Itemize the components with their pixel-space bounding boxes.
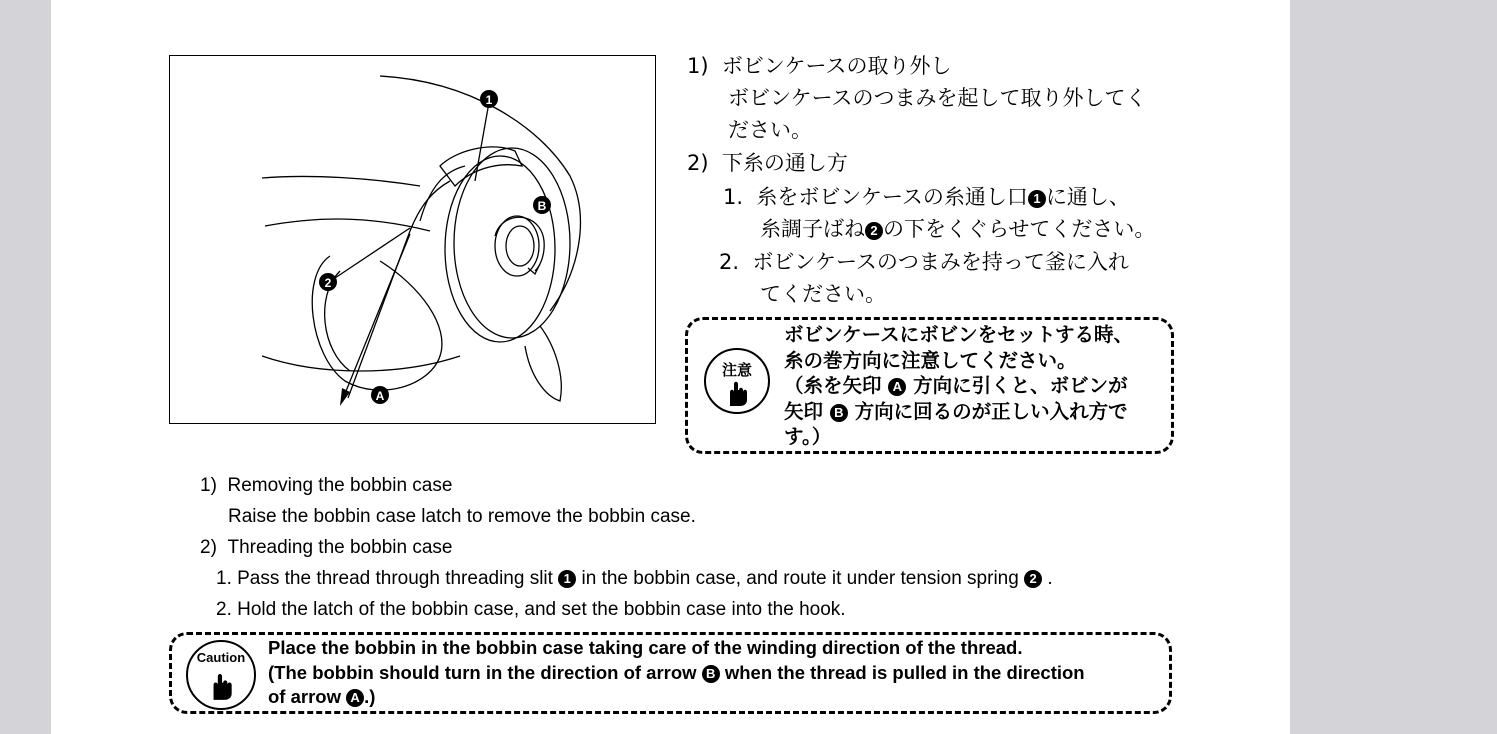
- caution-en-line-3-b: .): [364, 686, 376, 707]
- jp-s2-number: 2): [687, 151, 709, 175]
- caution-en-line-3-a: of arrow: [268, 686, 341, 707]
- caution-icon-label-jp: 注意: [721, 361, 752, 379]
- jp-section-1-body-2: ださい。: [728, 118, 812, 142]
- callout-a: [371, 386, 389, 404]
- jp-step1-text-a: 糸をボビンケースの糸通し口: [756, 185, 1028, 209]
- jp-s1-number: 1): [687, 54, 709, 78]
- caution-en-line-2-a: (The bobbin should turn in the direction of arrow: [268, 661, 697, 683]
- jp-s2-title-text: 下糸の通し方: [721, 151, 848, 175]
- svg-text:1: 1: [485, 93, 493, 107]
- caution-box-jp: [685, 317, 1174, 454]
- jp-step2-text-a: ボビンケースのつまみを持って釜に入れ: [752, 250, 1129, 274]
- marker-2-en: 2: [1024, 570, 1042, 588]
- en-step1-text-c: .: [1047, 568, 1053, 589]
- caution-text-en: [268, 636, 1085, 710]
- caution-en-line-3: [268, 685, 1085, 710]
- en-s2-number: 2): [200, 537, 217, 558]
- caution-box-en: [169, 632, 1172, 714]
- callout-b: [533, 196, 551, 214]
- caution-jp-line-3-a: （糸を矢印: [784, 374, 882, 397]
- en-section-1-body: Raise the bobbin case latch to remove the bobbin case.: [228, 506, 696, 527]
- caution-hand-icon-en: [186, 640, 256, 710]
- en-step1-text-b: in the bobbin case, and route it under tension spring: [581, 568, 1019, 589]
- marker-b: B: [830, 404, 848, 422]
- bobbin-case-figure: [169, 55, 656, 424]
- en-step1-text-a: 1. Pass the thread through threading slit: [216, 568, 553, 589]
- bobbin-case-illustration: [170, 56, 657, 425]
- jp-step1-number: 1.: [723, 185, 744, 209]
- caution-jp-line-2: 糸の巻方向に注意してください。: [784, 348, 1077, 372]
- caution-jp-line-3-b: 方向に引くと、ボビンが: [913, 374, 1128, 397]
- en-s1-number: 1): [200, 475, 217, 496]
- caution-text-jp: [784, 322, 1133, 450]
- svg-text:B: B: [537, 199, 547, 213]
- jp-step1-text-c: 糸調子ばね: [760, 217, 865, 241]
- caution-icon-label-en: Caution: [196, 650, 246, 665]
- en-step-2: 2. Hold the latch of the bobbin case, and set the bobbin case into the hook.: [216, 599, 846, 620]
- callout-2: [319, 273, 337, 291]
- jp-section-1-title: [687, 50, 951, 82]
- caution-hand-icon: [704, 348, 770, 414]
- en-section-1-title: [200, 474, 452, 498]
- jp-step-2-line-1: [719, 246, 1129, 278]
- jp-step2-number: 2.: [719, 250, 740, 274]
- caution-en-line-2-b: when the thread is pulled in the direction: [724, 661, 1085, 683]
- caution-jp-line-4-b: 方向に回るのが正しい入れ方で: [854, 399, 1128, 423]
- jp-step1-text-d: の下をくぐらせてください。: [883, 217, 1156, 241]
- hand-icon: [722, 378, 752, 408]
- svg-text:2: 2: [324, 276, 332, 290]
- marker-a: A: [888, 378, 906, 396]
- marker-1: 1: [1028, 190, 1046, 208]
- jp-step-2-line-2: てください。: [760, 282, 886, 306]
- callout-1: [480, 90, 498, 108]
- caution-jp-line-1: ボビンケースにボビンをセットする時、: [784, 323, 1134, 346]
- marker-a-en: A: [346, 689, 364, 707]
- jp-s1-title-text: ボビンケースの取り外し: [721, 54, 952, 78]
- jp-step-1-line-2: [760, 213, 1155, 245]
- svg-text:A: A: [375, 389, 385, 403]
- en-s1-title-text: Removing the bobbin case: [227, 475, 453, 496]
- marker-2: 2: [865, 222, 883, 240]
- jp-step1-text-b: に通し、: [1045, 185, 1130, 209]
- caution-jp-line-4: [784, 399, 1133, 425]
- caution-jp-line-3: [784, 373, 1133, 399]
- en-section-2-title: [200, 536, 452, 560]
- manual-page: [51, 0, 1290, 734]
- caution-en-line-1: Place the bobbin in the bobbin case taking care of the winding direction of the thread.: [268, 637, 1023, 658]
- marker-b-en: B: [702, 665, 720, 683]
- caution-jp-line-5: す。）: [784, 425, 832, 448]
- en-s2-title-text: Threading the bobbin case: [227, 537, 453, 558]
- jp-section-2-title: [687, 147, 848, 179]
- marker-1-en: 1: [558, 570, 576, 588]
- jp-section-1-body-1: ボビンケースのつまみを起して取り外してく: [728, 86, 1147, 110]
- caution-jp-line-4-a: 矢印: [784, 399, 824, 423]
- caution-en-line-2: [268, 661, 1085, 686]
- en-step-1: [216, 567, 1053, 591]
- jp-step-1-line-1: [723, 181, 1130, 213]
- hand-icon: [205, 670, 237, 702]
